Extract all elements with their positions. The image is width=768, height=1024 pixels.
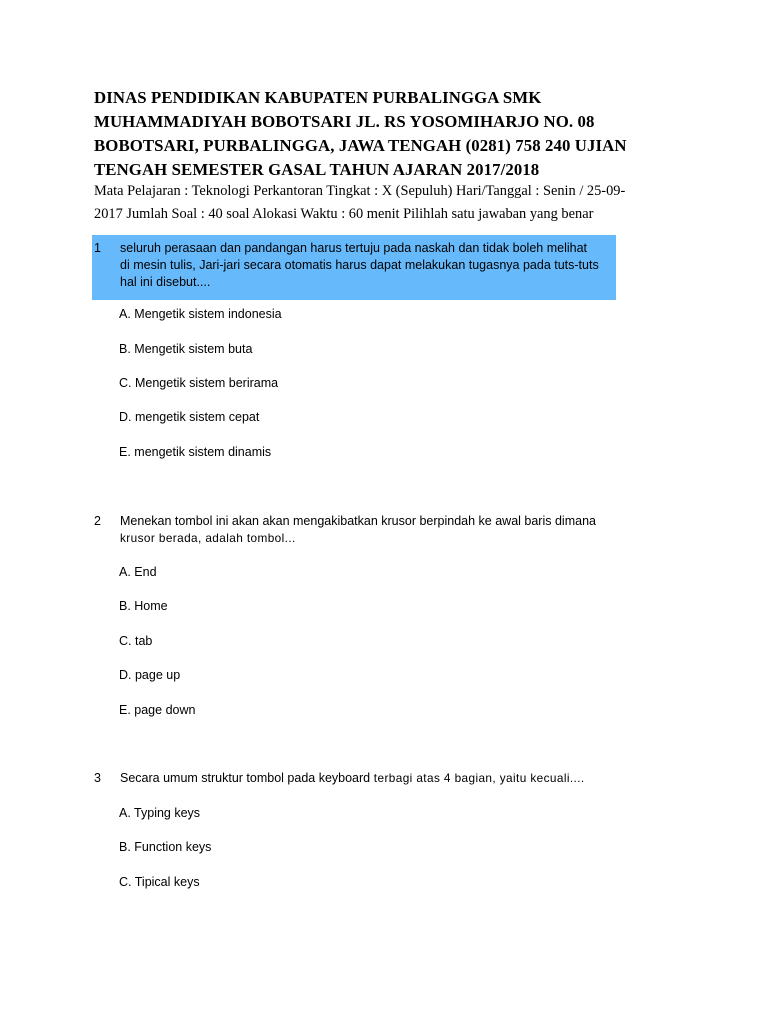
answer-option: B. Function keys [119, 840, 212, 854]
answer-option: A. Typing keys [119, 806, 201, 820]
answer-option: C. Mengetik sistem berirama [119, 376, 279, 390]
document-header [94, 86, 694, 182]
question-line: di mesin tulis, Jari-jari secara otomatis harus dapat melakukan tugasnya pada tuts-tuts [120, 258, 599, 272]
question-line: seluruh perasaan dan pandangan harus tertuju pada naskah dan tidak boleh melihat [120, 241, 588, 255]
question-text [120, 513, 596, 547]
exam-info [94, 180, 694, 226]
question-line: krusor berada, adalah tombol... [120, 531, 296, 545]
answer-option: A. End [119, 565, 157, 579]
answer-option: B. Mengetik sistem buta [119, 342, 253, 356]
answer-option: D. mengetik sistem cepat [119, 410, 260, 424]
header-line: BOBOTSARI, PURBALINGGA, JAWA TENGAH (0281) 758 240 UJIAN [94, 136, 627, 155]
question-1[interactable] [92, 235, 616, 300]
question-number: 3 [94, 771, 101, 785]
exam-info-line: 2017 Jumlah Soal : 40 soal Alokasi Waktu : 60 menit Pilihlah satu jawaban yang benar [94, 206, 594, 222]
question-3 [92, 770, 652, 787]
question-line: hal ini disebut.... [120, 275, 211, 289]
answer-option: E. page down [119, 703, 196, 717]
header-line: MUHAMMADIYAH BOBOTSARI JL. RS YOSOMIHARJO NO. 08 [94, 112, 595, 131]
answer-option: C. Tipical keys [119, 875, 200, 889]
question-text-part: terbagi atas 4 bagian, yaitu kecuali.... [370, 771, 585, 785]
exam-info-line: Mata Pelajaran : Teknologi Perkantoran Tingkat : X (Sepuluh) Hari/Tanggal : Senin / 25-09- [94, 183, 626, 199]
answer-option: C. tab [119, 634, 153, 648]
question-number: 1 [94, 241, 101, 255]
header-line: DINAS PENDIDIKAN KABUPATEN PURBALINGGA SMK [94, 88, 542, 107]
question-line: Menekan tombol ini akan akan mengakibatkan krusor berpindah ke awal baris dimana [120, 514, 596, 528]
header-line: TENGAH SEMESTER GASAL TAHUN AJARAN 2017/2018 [94, 160, 540, 179]
question-number: 2 [94, 514, 101, 528]
question-text [120, 770, 585, 787]
answer-option: E. mengetik sistem dinamis [119, 445, 272, 459]
answer-option: D. page up [119, 668, 181, 682]
question-2 [92, 513, 652, 547]
question-text [120, 240, 599, 291]
answer-option: B. Home [119, 599, 168, 613]
question-text-part: Secara umum struktur tombol pada keyboard [120, 771, 371, 785]
question-line [120, 770, 585, 787]
answer-option: A. Mengetik sistem indonesia [119, 307, 282, 321]
